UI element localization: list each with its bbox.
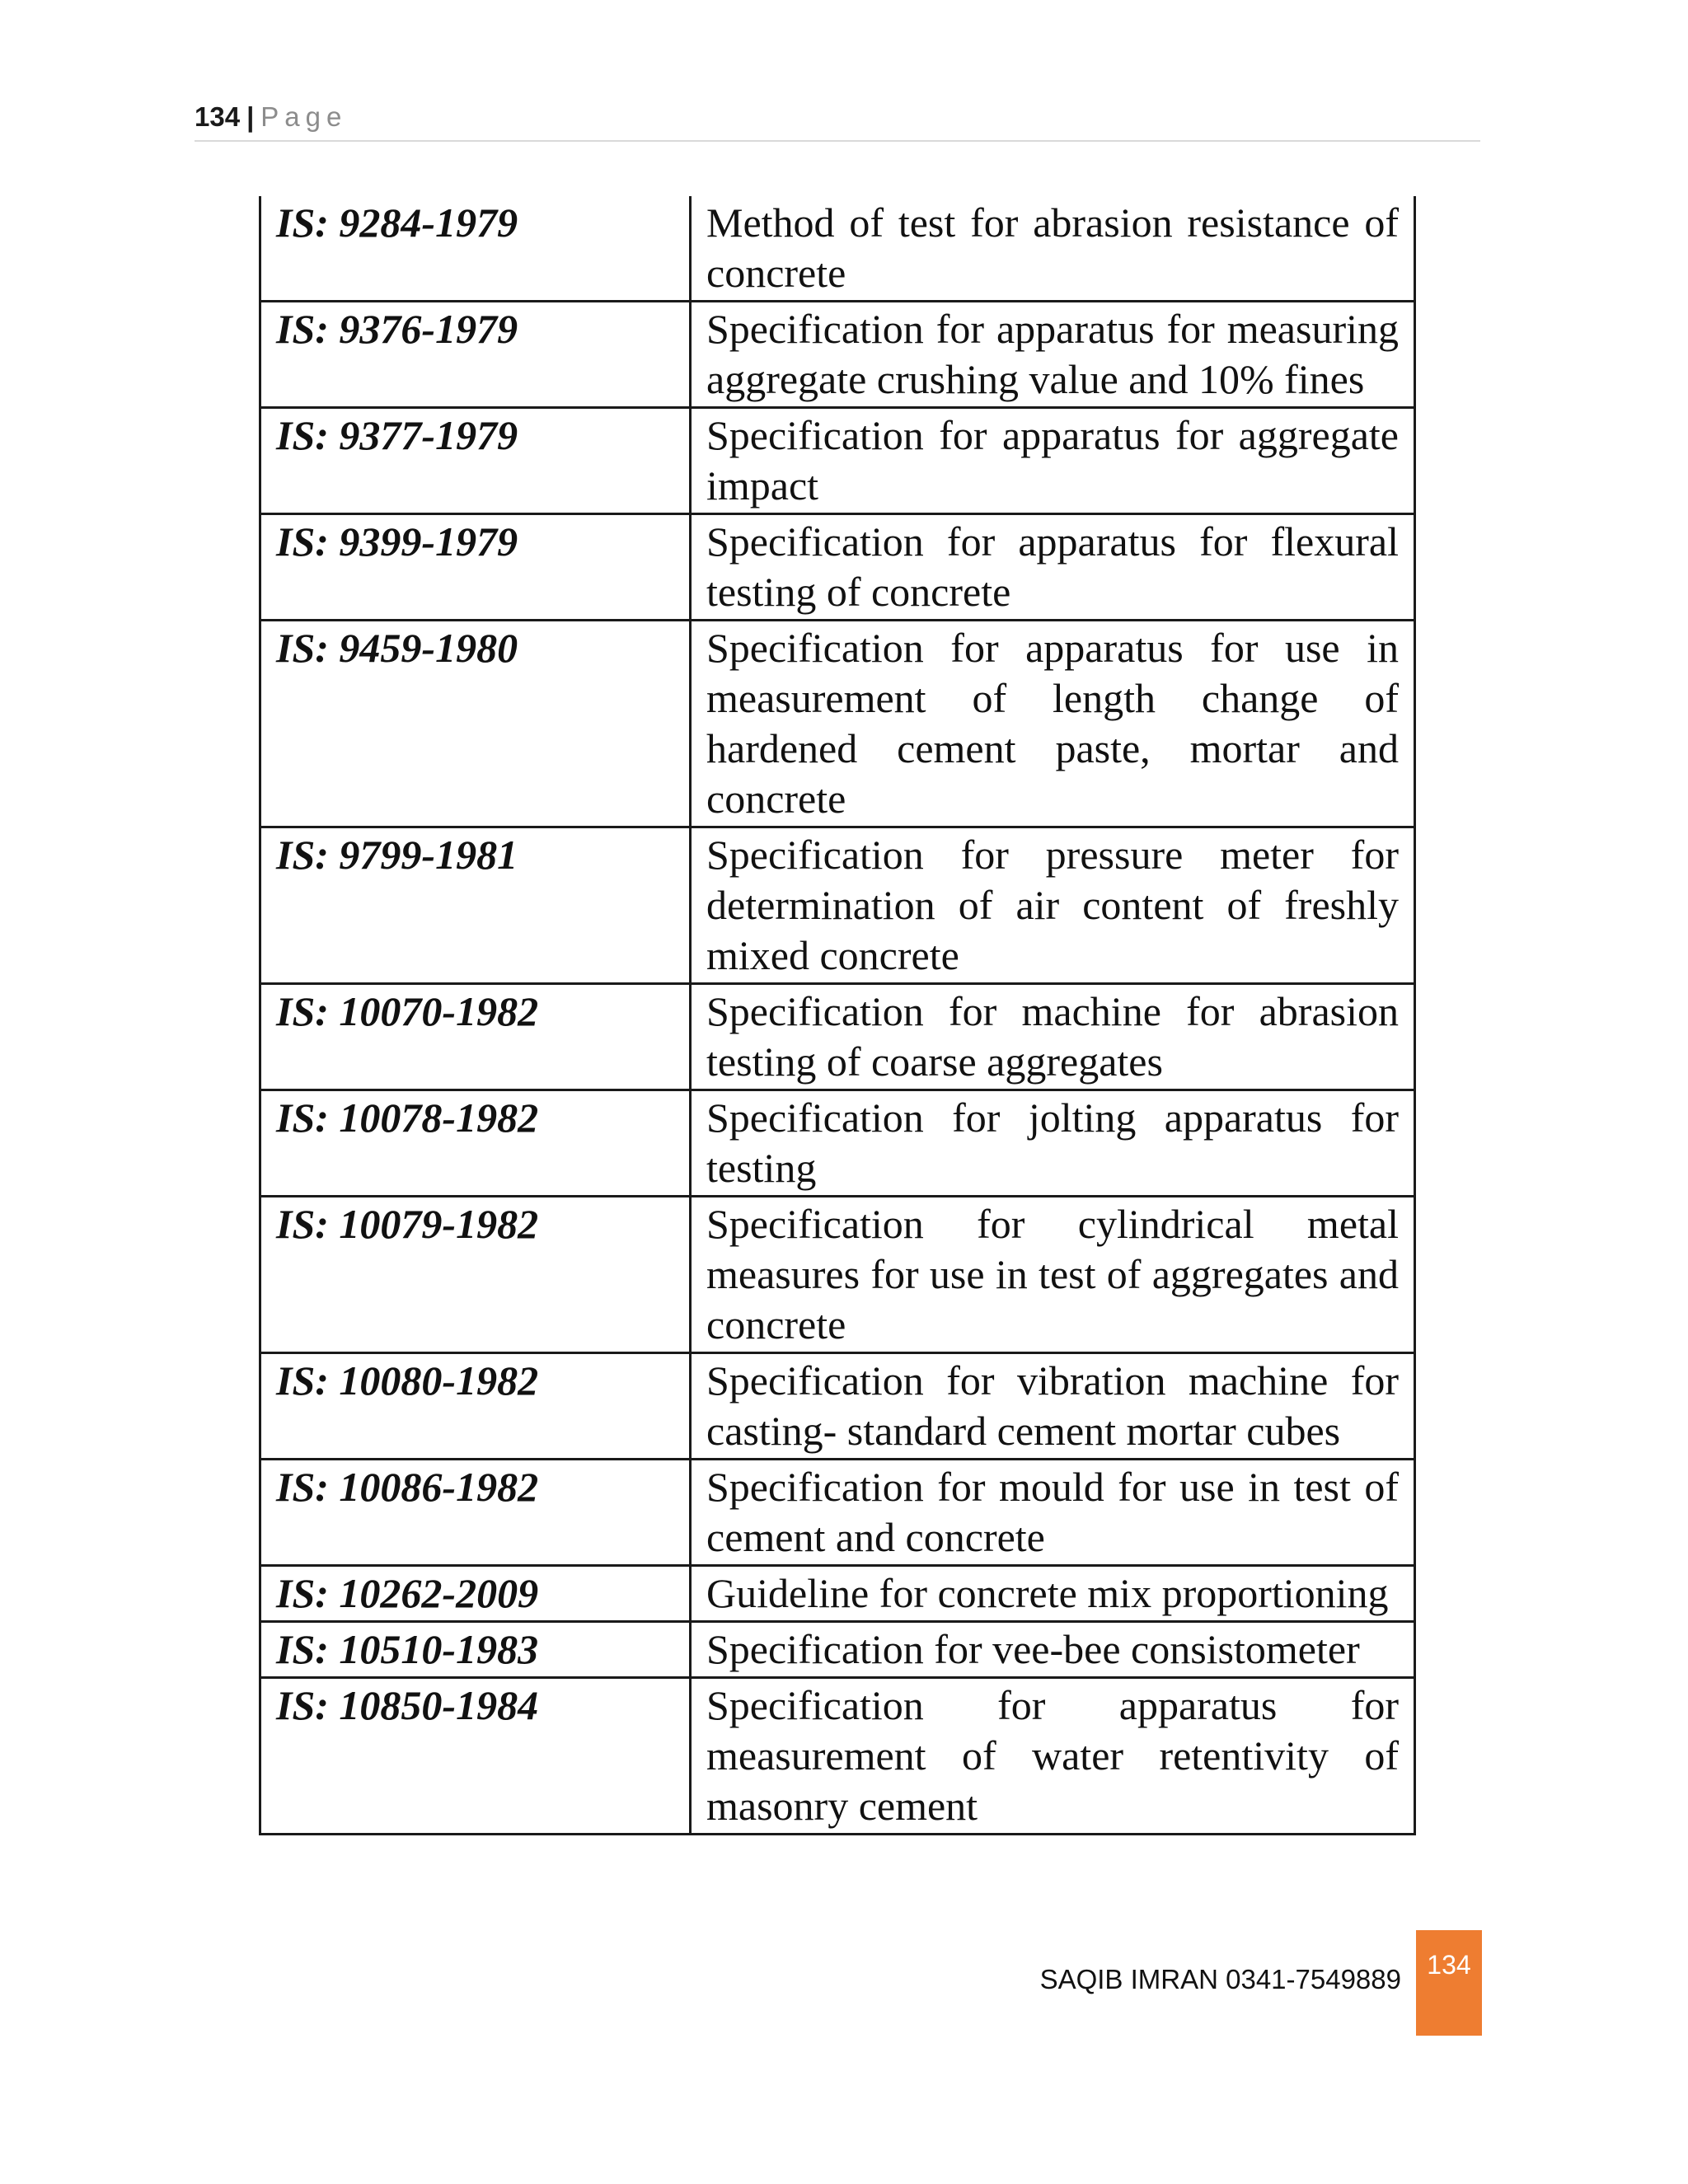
standard-code-cell: IS: 9799-1981 [260,827,691,984]
table-row [260,984,1415,1090]
table-row [260,514,1415,621]
standard-code-cell: IS: 10078-1982 [260,1090,691,1197]
footer-page-badge: 134 [1416,1930,1482,2036]
footer-author: SAQIB IMRAN 0341-7549889 [1039,1964,1401,1994]
standard-code-cell: IS: 10850-1984 [260,1678,691,1835]
standard-description-cell: Specification for jolting apparatus for testing [691,1090,1415,1197]
standard-description-cell: Specification for apparatus for measurement of water retentivity of masonry cement [691,1678,1415,1835]
standard-code-cell: IS: 9399-1979 [260,514,691,621]
header-page-word: Page [260,101,348,132]
standard-description-cell: Specification for apparatus for use in measurement of length change of hardened cement paste, mortar and concrete [691,621,1415,827]
standard-description-cell: Specification for apparatus for flexural testing of concrete [691,514,1415,621]
table-row [260,827,1415,984]
standard-code-cell: IS: 10086-1982 [260,1460,691,1566]
standard-code-cell: IS: 10262-2009 [260,1566,691,1622]
standards-table-body [260,196,1415,1835]
table-row [260,408,1415,514]
table-row [260,1622,1415,1678]
standard-description-cell: Specification for mould for use in test of cement and concrete [691,1460,1415,1566]
standard-description-cell: Specification for apparatus for aggregate impact [691,408,1415,514]
table-row [260,302,1415,408]
table-row [260,1566,1415,1622]
standard-description-cell: Specification for vibration machine for casting- standard cement mortar cubes [691,1353,1415,1460]
table-row [260,1460,1415,1566]
standard-description-cell: Specification for pressure meter for determination of air content of freshly mixed concrete [691,827,1415,984]
table-row [260,1353,1415,1460]
standard-code-cell: IS: 10079-1982 [260,1197,691,1353]
standard-description-cell: Specification for machine for abrasion testing of coarse aggregates [691,984,1415,1090]
standard-code-cell: IS: 9376-1979 [260,302,691,408]
standard-code-cell: IS: 10070-1982 [260,984,691,1090]
standards-table [259,196,1416,1835]
table-row [260,196,1415,302]
standard-code-cell: IS: 9459-1980 [260,621,691,827]
table-row [260,1197,1415,1353]
table-row [260,1678,1415,1835]
page-header [195,97,1480,142]
standard-description-cell: Method of test for abrasion resistance of concrete [691,196,1415,302]
standard-code-cell: IS: 9284-1979 [260,196,691,302]
standard-description-cell: Specification for cylindrical metal measures for use in test of aggregates and concrete [691,1197,1415,1353]
standard-description-cell: Guideline for concrete mix proportioning [691,1566,1415,1622]
header-page-number: 134 [195,101,241,132]
table-row [260,621,1415,827]
standard-code-cell: IS: 10510-1983 [260,1622,691,1678]
standard-description-cell: Specification for vee-bee consistometer [691,1622,1415,1678]
standard-code-cell: IS: 9377-1979 [260,408,691,514]
header-separator: | [246,101,255,132]
standard-code-cell: IS: 10080-1982 [260,1353,691,1460]
standard-description-cell: Specification for apparatus for measuring aggregate crushing value and 10% fines [691,302,1415,408]
table-row [260,1090,1415,1197]
